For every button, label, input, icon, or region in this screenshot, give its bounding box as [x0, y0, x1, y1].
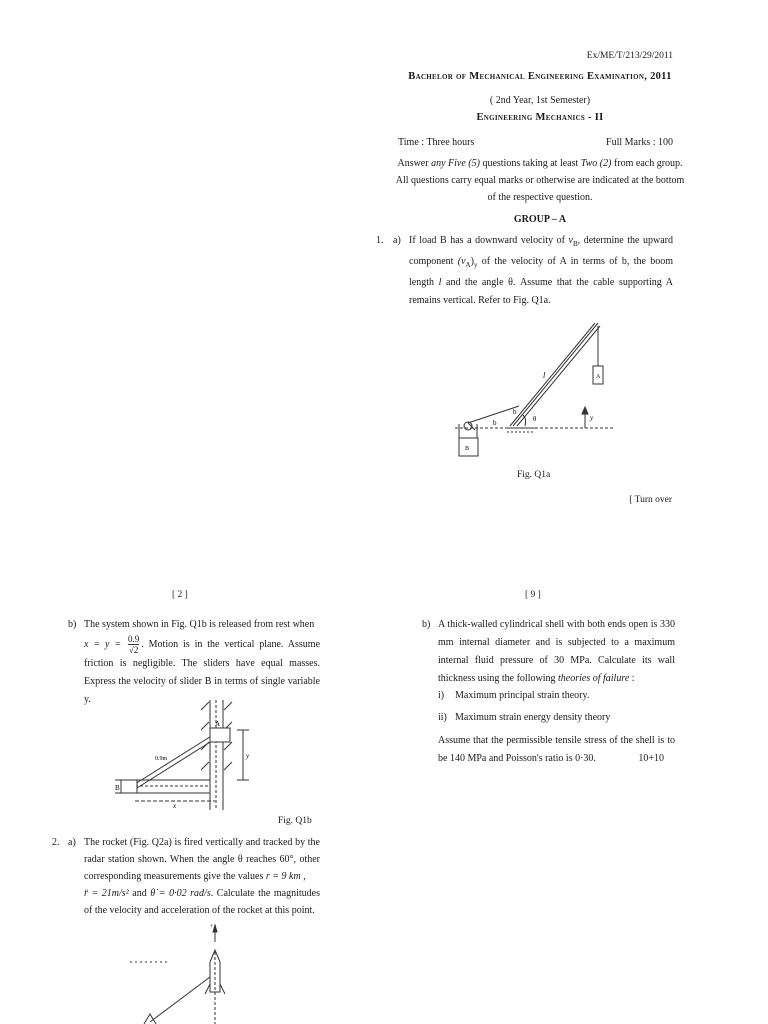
question-2a-text: The rocket (Fig. Q2a) is fired vertically and tracked by the radar station shown. When the angle θ reaches 60°, other corresponding measurements give the values r = 9 km , r̈ = 21m/s² and θ̇ = 0·02 rad/s. Calculate the magnitudes of the velocity and acceleration of the rocket at this point. — [84, 837, 321, 916]
label-b-lower: b — [493, 419, 497, 427]
boom-line — [510, 323, 595, 426]
label-y: y — [246, 752, 250, 760]
slider-b — [121, 780, 137, 793]
turn-over: [ Turn over — [629, 495, 672, 505]
exam-title: Bachelor of Mechanical Engineering Examination, 2011 — [408, 71, 672, 82]
instructions: Answer any Five (5) questions taking at least Two (2) from each group. All questions carry equal marks or otherwise are indicated at the bottom of the respective question. — [395, 158, 685, 203]
label-length: 0.9m — [155, 756, 168, 762]
fig-q1b-caption: Fig. Q1b — [278, 816, 312, 826]
label-l: l — [543, 371, 546, 380]
page-number-9: [ 9 ] — [525, 590, 541, 600]
sub-question-label: a) — [68, 837, 76, 848]
exam-code: Ex/ME/T/213/29/2011 — [586, 51, 673, 61]
group-heading: GROUP – A — [513, 214, 567, 225]
marks-distribution: 10+10 — [638, 753, 665, 764]
label-top: + — [210, 924, 214, 930]
item-i-text: Maximum principal strain theory. — [455, 690, 590, 701]
item-ii-text: Maximum strain energy density theory — [455, 712, 611, 723]
figure-q1a — [455, 318, 635, 463]
label-y: y — [590, 414, 594, 422]
question-1b-text: The system shown in Fig. Q1b is released from rest when x = y = $\frac{0.9}{√2}$ . Motion is in the vertical plane. Assume friction is negligible. The sliders have equal masses. Express the velocity of slider B in terms of single variable y. — [84, 619, 321, 705]
label-theta: θ — [533, 415, 537, 423]
slider-a — [210, 728, 230, 742]
label-a: A — [596, 374, 601, 380]
label-b-weight: B — [465, 446, 470, 452]
semester: ( 2nd Year, 1st Semester) — [489, 95, 591, 106]
sub-question-label: a) — [393, 235, 401, 246]
label-b-upper: b — [513, 408, 517, 416]
fig-q1a-caption: Fig. Q1a — [517, 470, 551, 480]
label-b: B — [115, 784, 120, 792]
label-x: x — [173, 802, 177, 810]
sub-question-label: b) — [422, 619, 431, 630]
question-number: 1. — [376, 235, 384, 246]
page-number-2: [ 2 ] — [172, 590, 188, 600]
full-marks: Full Marks : 100 — [606, 137, 673, 148]
question-b-text: A thick-walled cylindrical shell with both ends open is 330 mm internal diameter and is subjected to a maximum internal fluid pressure of 30 MPa. Calculate its wall thickness using the following theories of failure : — [438, 619, 675, 684]
sub-question-label: b) — [68, 619, 77, 630]
item-label-ii: ii) — [438, 712, 447, 723]
figure-q2a — [130, 922, 260, 1024]
question-1a-text: If load B has a downward velocity of $v_B$, determine the upward component $(v_A)_y$ of the velocity of A in terms of b, the boom length l and the angle θ. Assume that the cable supporting A remains vertical. Refer to Fig. Q1a. — [409, 235, 674, 306]
assumption-text: Assume that the permissible tensile stress of the shell is to be 140 MPa and Poisson's ratio is 0·30. 10+10 — [438, 735, 675, 764]
label-a: A — [215, 720, 221, 728]
time-label: Time : Three hours — [398, 137, 475, 148]
subject-title: Engineering Mechanics - II — [476, 112, 604, 123]
question-number: 2. — [52, 837, 60, 848]
item-label-i: i) — [438, 690, 445, 701]
figure-q1b — [115, 700, 275, 810]
